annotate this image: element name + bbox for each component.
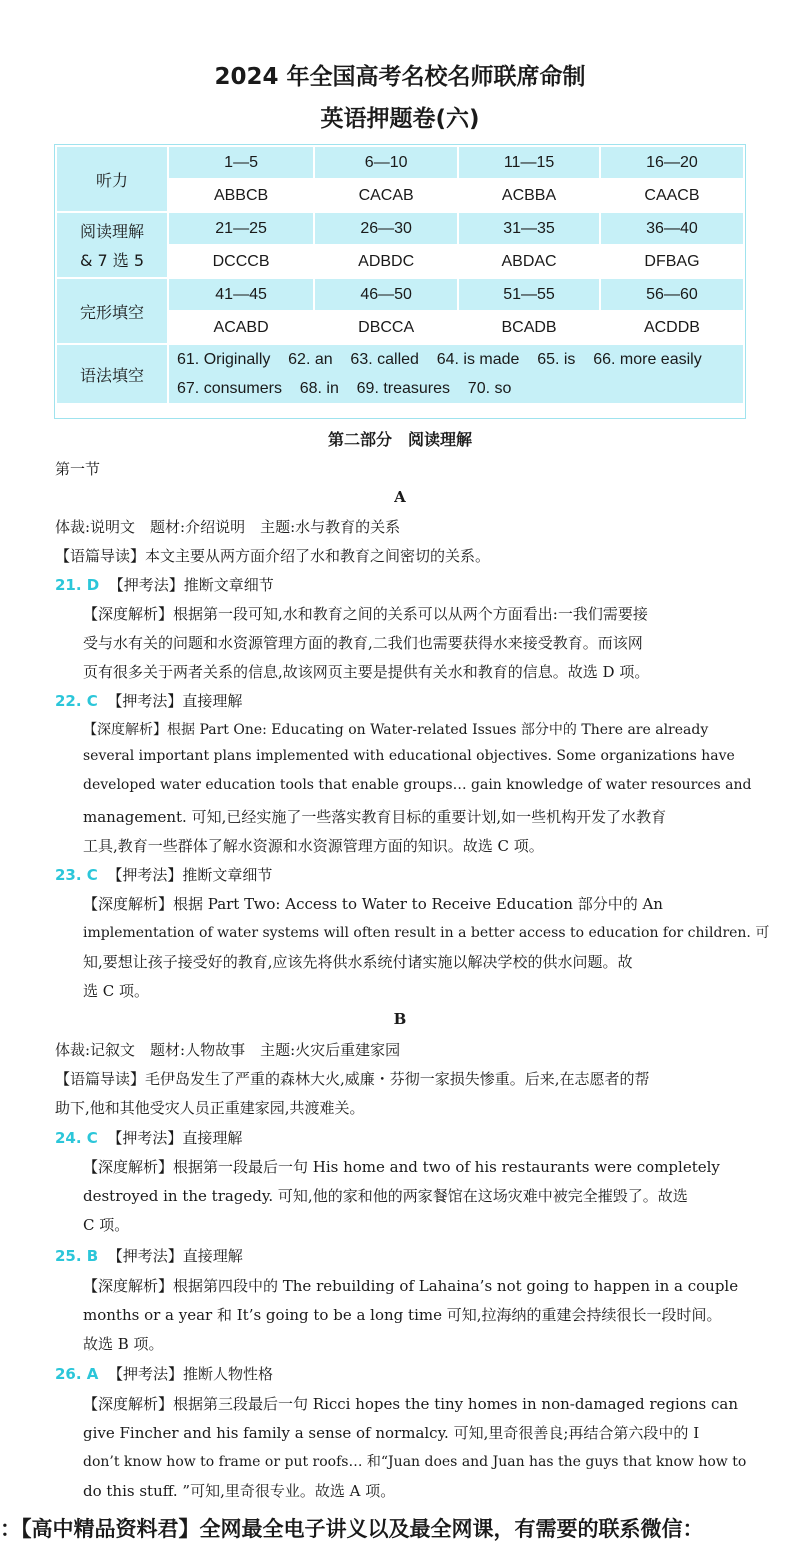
analysis-line: do this stuff. ”可知,里奇很专业。故选 A 项。 bbox=[83, 1482, 396, 1500]
question-method: 【押考法】推断文章细节 bbox=[107, 866, 273, 884]
footer-watermark: ：【高中精品资料君】全网最全电子讲义以及最全网课，有需要的联系微信： bbox=[0, 1517, 704, 1541]
passage-b-letter: B bbox=[393, 1010, 407, 1028]
listening-answer: CACAB bbox=[314, 179, 458, 212]
grammar-answers-line2: 67. consumers 68. in 69. treasures 70. so bbox=[177, 380, 512, 397]
analysis-line: 【深度解析】根据第四段中的 The rebuilding of Lahaina’s not going to happen in a couple bbox=[83, 1277, 739, 1295]
grammar-answers-line1: 61. Originally 62. an 63. called 64. is made 65. is 66. more easily bbox=[177, 351, 702, 368]
analysis-line: implementation of water systems will often result in a better access to education for children. 可 bbox=[83, 925, 770, 941]
analysis-line: 【深度解析】根据 Part One: Educating on Water-related Issues 部分中的 There are already bbox=[83, 722, 709, 738]
section-title: 第一节 bbox=[55, 460, 101, 478]
listening-range: 11—15 bbox=[458, 146, 600, 179]
analysis-line: 【深度解析】根据第一段最后一句 His home and two of his restaurants were completely bbox=[83, 1158, 720, 1176]
reading-answer: ADBDC bbox=[314, 245, 458, 278]
part-title: 第二部分 阅读理解 bbox=[327, 430, 472, 449]
cloze-answer: ACDDB bbox=[600, 311, 744, 344]
question-25-header bbox=[55, 1245, 243, 1266]
listening-answer: CAACB bbox=[600, 179, 744, 212]
reading-label bbox=[56, 212, 168, 278]
question-26-header bbox=[55, 1363, 273, 1384]
analysis-line: C 项。 bbox=[83, 1216, 130, 1234]
question-22-header bbox=[55, 690, 242, 711]
reading-range: 21—25 bbox=[168, 212, 314, 245]
analysis-line: 故选 B 项。 bbox=[83, 1335, 164, 1353]
grammar-answers bbox=[168, 344, 744, 404]
passage-a-meta: 体裁:说明文 题材:介绍说明 主题:水与教育的关系 bbox=[55, 518, 401, 536]
analysis-line: 工具,教育一些群体了解水资源和水资源管理方面的知识。故选 C 项。 bbox=[83, 837, 544, 855]
cloze-range: 46—50 bbox=[314, 278, 458, 311]
analysis-line: destroyed in the tragedy. 可知,他的家和他的两家餐馆在这场灾难中被完全摧毁了。故选 bbox=[83, 1187, 688, 1205]
cloze-answer: BCADB bbox=[458, 311, 600, 344]
analysis-line: give Fincher and his family a sense of normalcy. 可知,里奇很善良;再结合第六段中的 I bbox=[83, 1424, 700, 1442]
question-21-header bbox=[55, 574, 274, 595]
reading-answer: DCCCB bbox=[168, 245, 314, 278]
analysis-line: several important plans implemented with educational objectives. Some organizations have bbox=[83, 748, 735, 764]
question-number: 21. D bbox=[55, 576, 100, 594]
analysis-line: 页有很多关于两者关系的信息,故该网页主要是提供有关水和教育的信息。故选 D 项。 bbox=[83, 663, 650, 681]
analysis-line: developed water education tools that enable groups… gain knowledge of water resources and bbox=[83, 777, 752, 793]
question-23-header bbox=[55, 864, 272, 885]
passage-b-meta: 体裁:记叙文 题材:人物故事 主题:火灾后重建家园 bbox=[55, 1041, 401, 1059]
analysis-line: 【深度解析】根据第三段最后一句 Ricci hopes the tiny homes in non-damaged regions can bbox=[83, 1395, 738, 1413]
question-number: 22. C bbox=[55, 692, 98, 710]
analysis-line: 【深度解析】根据第一段可知,水和教育之间的关系可以从两个方面看出:一我们需要接 bbox=[83, 605, 648, 623]
passage-a-letter: A bbox=[394, 488, 406, 506]
reading-answer: DFBAG bbox=[600, 245, 744, 278]
cloze-label: 完形填空 bbox=[56, 278, 168, 344]
listening-range: 6—10 bbox=[314, 146, 458, 179]
analysis-line: 【深度解析】根据 Part Two: Access to Water to Receive Education 部分中的 An bbox=[83, 895, 663, 913]
reading-answer: ABDAC bbox=[458, 245, 600, 278]
answer-table bbox=[55, 145, 745, 405]
analysis-line: management. 可知,已经实施了一些落实教育目标的重要计划,如一些机构开发了水教育 bbox=[83, 808, 667, 826]
cloze-answer: DBCCA bbox=[314, 311, 458, 344]
reading-label-line2: & 7 选 5 bbox=[79, 251, 145, 270]
listening-answer: ACBBA bbox=[458, 179, 600, 212]
analysis-line: 选 C 项。 bbox=[83, 982, 150, 1000]
reading-range: 31—35 bbox=[458, 212, 600, 245]
listening-range: 1—5 bbox=[168, 146, 314, 179]
exam-title-line1: 2024 年全国高考名校名师联席命制 bbox=[214, 64, 586, 90]
analysis-line: 受与水有关的问题和水资源管理方面的教育,二我们也需要获得水来接受教育。而该网 bbox=[83, 634, 643, 652]
question-method: 【押考法】直接理解 bbox=[107, 692, 243, 710]
question-24-header bbox=[55, 1127, 242, 1148]
reading-range: 26—30 bbox=[314, 212, 458, 245]
grammar-label: 语法填空 bbox=[56, 344, 168, 404]
reading-range: 36—40 bbox=[600, 212, 744, 245]
analysis-line: don’t know how to frame or put roofs… 和“Juan does and Juan has the guys that know how to bbox=[83, 1454, 747, 1470]
listening-answer: ABBCB bbox=[168, 179, 314, 212]
reading-label-line1: 阅读理解 bbox=[79, 222, 144, 241]
question-number: 26. A bbox=[55, 1365, 99, 1383]
question-method: 【押考法】直接理解 bbox=[107, 1247, 243, 1265]
analysis-line: months or a year 和 It’s going to be a long time 可知,拉海纳的重建会持续很长一段时间。 bbox=[83, 1306, 722, 1324]
question-method: 【押考法】直接理解 bbox=[107, 1129, 243, 1147]
exam-title-line2: 英语押题卷(六) bbox=[320, 106, 480, 132]
question-method: 【押考法】推断人物性格 bbox=[107, 1365, 273, 1383]
listening-range: 16—20 bbox=[600, 146, 744, 179]
cloze-answer: ACABD bbox=[168, 311, 314, 344]
cloze-range: 51—55 bbox=[458, 278, 600, 311]
cloze-range: 41—45 bbox=[168, 278, 314, 311]
listening-label: 听力 bbox=[56, 146, 168, 212]
question-number: 25. B bbox=[55, 1247, 99, 1265]
passage-b-guide: 【语篇导读】毛伊岛发生了严重的森林大火,威廉・芬彻一家损失惨重。后来,在志愿者的帮 bbox=[55, 1070, 650, 1088]
passage-b-guide: 助下,他和其他受灾人员正重建家园,共渡难关。 bbox=[55, 1099, 365, 1117]
cloze-range: 56—60 bbox=[600, 278, 744, 311]
analysis-line: 知,要想让孩子接受好的教育,应该先将供水系统付诸实施以解决学校的供水问题。故 bbox=[83, 953, 633, 971]
passage-a-guide: 【语篇导读】本文主要从两方面介绍了水和教育之间密切的关系。 bbox=[55, 547, 491, 565]
question-number: 24. C bbox=[55, 1129, 98, 1147]
question-number: 23. C bbox=[55, 866, 98, 884]
question-method: 【押考法】推断文章细节 bbox=[108, 576, 274, 594]
